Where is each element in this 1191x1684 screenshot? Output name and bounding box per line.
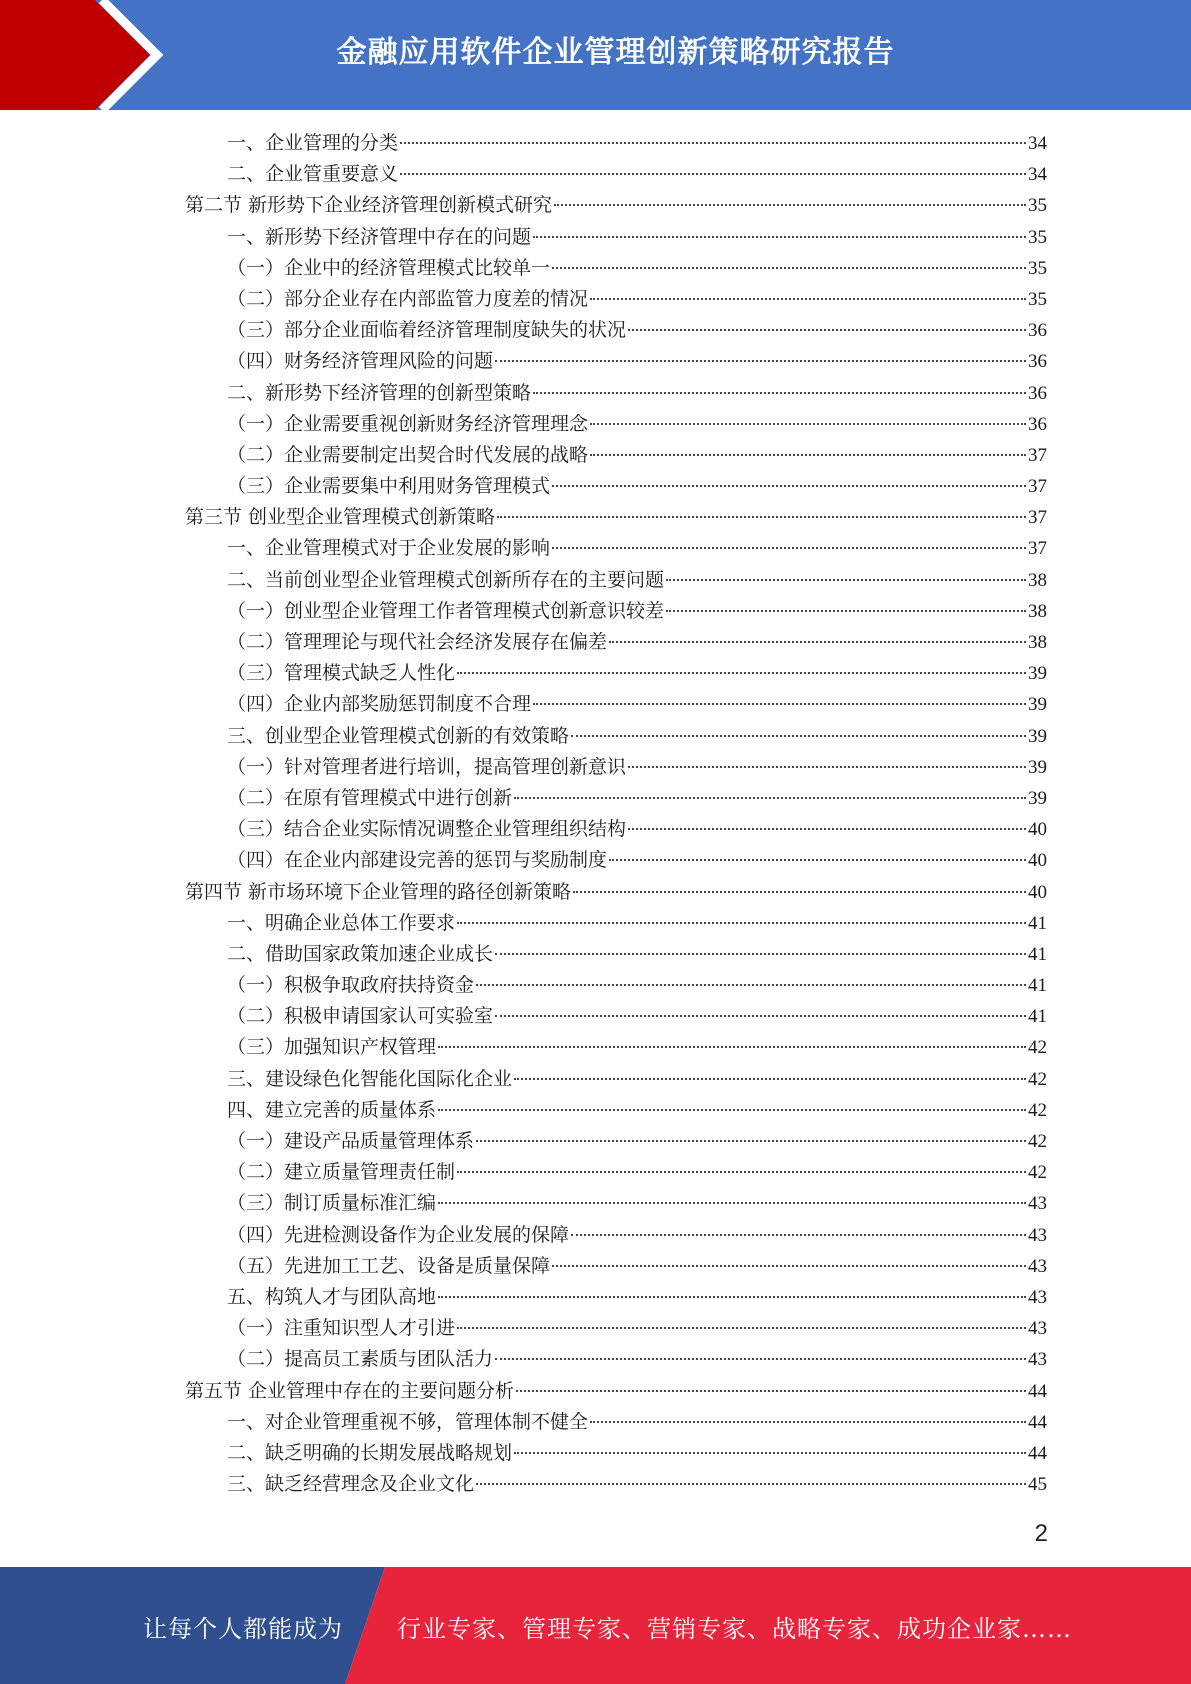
toc-entry[interactable] [185,533,1047,564]
toc-leader-dots [533,391,1026,394]
toc-leader-dots [514,796,1026,799]
toc-entry[interactable] [185,440,1047,471]
toc-entry-title: 一、企业管理模式对于企业发展的影响 [227,537,551,560]
toc-entry-page: 37 [1028,507,1047,529]
toc-entry-title: 三、创业型企业管理模式创新的有效策略 [227,724,570,747]
toc-entry-title: （二）积极申请国家认可实验室 [227,1005,494,1028]
toc-entry-title: （三）企业需要集中利用财务管理模式 [227,475,551,498]
toc-entry-title: 一、企业管理的分类 [227,132,399,154]
toc-entry-title: （四）先进检测设备作为企业发展的保障 [227,1223,570,1246]
toc-entry[interactable] [185,939,1047,970]
toc-leader-dots [497,515,1026,518]
toc-entry-page: 44 [1028,1442,1047,1464]
toc-leader-dots [590,297,1026,300]
toc-entry[interactable] [185,783,1047,814]
toc-entry[interactable] [185,315,1047,346]
toc-leader-dots [552,1264,1026,1267]
toc-entry-page: 35 [1028,257,1047,279]
toc-entry[interactable] [185,970,1047,1001]
toc-entry-page: 41 [1028,975,1047,997]
toc-entry-title: （一）积极争取政府扶持资金 [227,974,475,997]
toc-entry-page: 34 [1028,133,1047,154]
toc-entry-page: 37 [1028,444,1047,466]
toc-leader-dots [573,890,1026,893]
toc-entry[interactable] [185,845,1047,876]
toc-leader-dots [400,172,1026,175]
toc-entry-title: 二、新形势下经济管理的创新型策略 [227,381,532,404]
page-title: 金融应用软件企业管理创新策略研究报告 [336,35,895,70]
toc-entry-page: 36 [1028,413,1047,435]
toc-entry-title: 第二节 新形势下企业经济管理创新模式研究 [185,194,553,217]
table-of-contents [185,128,1047,1500]
toc-leader-dots [628,827,1026,830]
toc-entry-title: （三）结合企业实际情况调整企业管理组织结构 [227,818,627,841]
toc-leader-dots [552,484,1026,487]
toc-entry-page: 35 [1028,288,1047,310]
toc-entry-page: 39 [1028,725,1047,747]
toc-entry-page: 42 [1028,1131,1047,1152]
toc-entry-title: （一）创业型企业管理工作者管理模式创新意识较差 [227,599,665,622]
toc-entry[interactable] [185,1126,1047,1157]
toc-leader-dots [571,1233,1026,1236]
toc-entry-title: 二、缺乏明确的长期发展战略规划 [227,1441,513,1464]
toc-entry[interactable] [185,1376,1047,1407]
toc-entry-title: （四）在企业内部建设完善的惩罚与奖励制度 [227,849,608,872]
toc-entry[interactable] [185,877,1047,908]
toc-entry-page: 35 [1028,226,1047,248]
toc-leader-dots [590,1420,1026,1423]
toc-entry-page: 40 [1028,850,1047,872]
toc-entry-title: （一）建设产品质量管理体系 [227,1130,475,1152]
toc-entry[interactable] [185,190,1047,221]
toc-entry-title: （三）部分企业面临着经济管理制度缺失的状况 [227,319,627,342]
toc-entry[interactable] [185,1064,1047,1095]
toc-leader-dots [438,1108,1026,1111]
toc-entry-page: 43 [1028,1349,1047,1371]
toc-entry-title: 一、明确企业总体工作要求 [227,911,456,934]
toc-entry[interactable] [185,378,1047,409]
toc-entry[interactable] [185,128,1047,159]
toc-leader-dots [552,546,1026,549]
toc-entry-page: 44 [1028,1380,1047,1402]
toc-entry-title: 四、建立完善的质量体系 [227,1098,437,1121]
toc-entry-page: 41 [1028,943,1047,965]
toc-entry-page: 43 [1028,1255,1047,1277]
page-number: 2 [1034,1520,1048,1547]
toc-entry[interactable] [185,1095,1047,1126]
toc-entry-page: 35 [1028,195,1047,217]
toc-entry[interactable] [185,1344,1047,1375]
toc-entry-title: 二、企业管重要意义 [227,163,399,186]
toc-entry-title: 三、建设绿色化智能化国际化企业 [227,1067,513,1090]
toc-entry-title: （一）注重知识型人才引进 [227,1317,456,1340]
toc-leader-dots [628,765,1026,768]
toc-leader-dots [400,141,1026,144]
toc-entry-title: 二、借助国家政策加速企业成长 [227,942,494,965]
toc-leader-dots [609,640,1026,643]
toc-entry-title: 第四节 新市场环境下企业管理的路径创新策略 [185,880,572,903]
toc-entry-page: 39 [1028,756,1047,778]
toc-entry-title: 第三节 创业型企业管理模式创新策略 [185,506,496,529]
toc-entry-title: （二）提高员工素质与团队活力 [227,1348,494,1371]
toc-entry-title: （三）加强知识产权管理 [227,1036,437,1059]
toc-leader-dots [516,1389,1026,1392]
toc-entry-page: 36 [1028,382,1047,404]
toc-entry-page: 38 [1028,632,1047,653]
toc-entry[interactable] [185,1469,1047,1500]
toc-leader-dots [457,671,1026,674]
toc-leader-dots [476,983,1026,986]
toc-leader-dots [666,578,1026,581]
toc-leader-dots [628,328,1026,331]
toc-leader-dots [590,422,1026,425]
toc-entry-page: 42 [1028,1162,1047,1184]
toc-leader-dots [495,359,1026,362]
toc-entry[interactable] [185,689,1047,720]
toc-entry-title: （二）建立质量管理责任制 [227,1161,456,1184]
toc-leader-dots [457,1326,1026,1329]
toc-leader-dots [476,1482,1026,1485]
toc-entry[interactable] [185,752,1047,783]
toc-leader-dots [495,1357,1026,1360]
toc-entry-title: （五）先进加工工艺、设备是质量保障 [227,1254,551,1277]
toc-entry-page: 43 [1028,1286,1047,1308]
toc-leader-dots [609,858,1026,861]
toc-entry[interactable] [185,1188,1047,1219]
toc-entry-page: 40 [1028,881,1047,903]
footer-slogan-left: 让每个人都能成为 [143,1615,343,1643]
toc-entry-page: 39 [1028,694,1047,716]
toc-entry-page: 40 [1028,819,1047,841]
toc-entry-page: 37 [1028,538,1047,560]
toc-entry-page: 44 [1028,1411,1047,1433]
toc-entry-page: 43 [1028,1224,1047,1246]
toc-leader-dots [590,453,1026,456]
toc-entry-page: 45 [1028,1474,1047,1496]
toc-entry[interactable] [185,409,1047,440]
toc-leader-dots [495,1014,1026,1017]
toc-entry-page: 41 [1028,1006,1047,1028]
toc-entry[interactable] [185,471,1047,502]
toc-entry[interactable] [185,1032,1047,1063]
toc-entry[interactable] [185,627,1047,658]
footer-slogan-right: 行业专家、管理专家、营销专家、战略专家、成功企业家…… [397,1615,1072,1643]
toc-entry-page: 39 [1028,663,1047,685]
toc-entry[interactable] [185,908,1047,939]
toc-entry-title: （一）针对管理者进行培训，提高管理创新意识 [227,755,627,778]
toc-leader-dots [457,1170,1026,1173]
toc-entry-title: 一、对企业管理重视不够，管理体制不健全 [227,1410,589,1433]
page-footer [0,1567,1191,1684]
toc-entry-page: 43 [1028,1318,1047,1340]
toc-entry-title: （二）企业需要制定出契合时代发展的战略 [227,443,589,466]
toc-entry[interactable] [185,721,1047,752]
toc-leader-dots [552,266,1026,269]
toc-entry-title: （三）制订质量标准汇编 [227,1192,437,1215]
toc-leader-dots [476,1139,1026,1142]
toc-entry[interactable] [185,1220,1047,1251]
toc-entry-title: （二）管理理论与现代社会经济发展存在偏差 [227,631,608,653]
toc-leader-dots [457,921,1026,924]
toc-leader-dots [495,952,1026,955]
toc-entry-title: （四）财务经济管理风险的问题 [227,350,494,373]
toc-leader-dots [554,203,1026,206]
toc-leader-dots [438,1201,1026,1204]
toc-entry-title: （二）在原有管理模式中进行创新 [227,786,513,809]
toc-entry-page: 34 [1028,164,1047,186]
toc-entry-page: 42 [1028,1099,1047,1121]
toc-entry[interactable] [185,814,1047,845]
toc-entry-page: 38 [1028,569,1047,591]
toc-entry[interactable] [185,658,1047,689]
toc-entry-title: 五、构筑人才与团队高地 [227,1285,437,1308]
toc-entry[interactable] [185,284,1047,315]
toc-entry-page: 42 [1028,1037,1047,1059]
toc-entry[interactable] [185,1438,1047,1469]
toc-entry-page: 37 [1028,476,1047,498]
toc-entry-page: 41 [1028,912,1047,934]
toc-entry-title: （一）企业中的经济管理模式比较单一 [227,256,551,279]
toc-entry[interactable] [185,1313,1047,1344]
toc-entry-title: 一、新形势下经济管理中存在的问题 [227,225,532,248]
toc-entry[interactable] [185,1407,1047,1438]
toc-leader-dots [533,702,1026,705]
toc-entry-page: 43 [1028,1193,1047,1215]
toc-entry-page: 39 [1028,787,1047,809]
toc-entry-title: （二）部分企业存在内部监管力度差的情况 [227,287,589,310]
toc-entry[interactable] [185,1282,1047,1313]
toc-entry-title: 二、当前创业型企业管理模式创新所存在的主要问题 [227,568,665,591]
toc-leader-dots [666,609,1026,612]
toc-entry-title: （三）管理模式缺乏人性化 [227,662,456,685]
toc-leader-dots [438,1295,1026,1298]
toc-leader-dots [514,1451,1026,1454]
toc-entry[interactable] [185,1001,1047,1032]
toc-entry[interactable] [185,346,1047,377]
toc-entry[interactable] [185,565,1047,596]
toc-entry-page: 42 [1028,1068,1047,1090]
toc-entry-page: 36 [1028,351,1047,373]
toc-entry[interactable] [185,596,1047,627]
toc-entry-page: 36 [1028,320,1047,342]
toc-leader-dots [533,235,1026,238]
toc-entry-title: 三、缺乏经营理念及企业文化 [227,1473,475,1496]
toc-entry[interactable] [185,253,1047,284]
toc-leader-dots [571,734,1026,737]
toc-entry[interactable] [185,1251,1047,1282]
toc-leader-dots [438,1045,1026,1048]
toc-entry[interactable] [185,222,1047,253]
toc-entry-title: 第五节 企业管理中存在的主要问题分析 [185,1379,515,1402]
toc-entry-title: （一）企业需要重视创新财务经济管理理念 [227,412,589,435]
toc-leader-dots [514,1077,1026,1080]
toc-entry-page: 38 [1028,600,1047,622]
toc-entry[interactable] [185,159,1047,190]
toc-entry[interactable] [185,1157,1047,1188]
page-header [0,0,1191,110]
toc-entry[interactable] [185,502,1047,533]
toc-entry-title: （四）企业内部奖励惩罚制度不合理 [227,693,532,716]
